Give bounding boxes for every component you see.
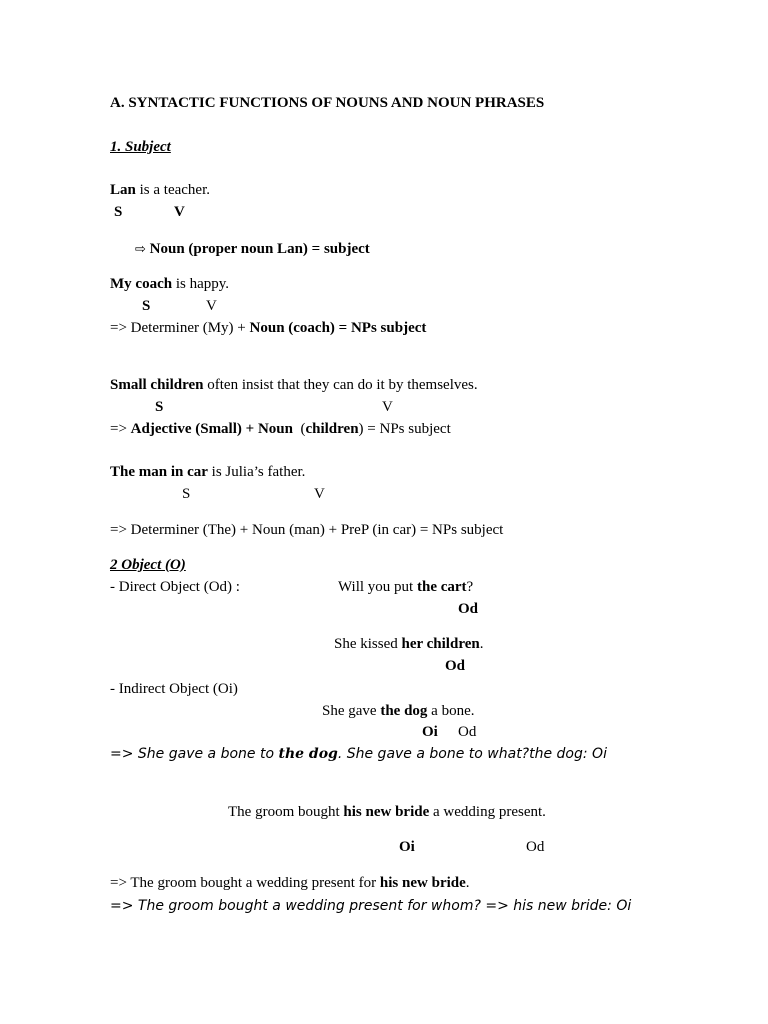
explanation-line: => The groom bought a wedding present for whom? => his new bride: Oi [110,898,632,914]
example-sentence [322,702,475,720]
conclusion-determiner: Determiner (My) + [130,320,250,336]
explanation-post: . She gave a bone to what?the dog: Oi [337,746,607,762]
example-sentence [228,803,546,821]
conclusion-children: children [305,421,359,437]
indirect-object-label: - Indirect Object (Oi) [110,681,238,697]
conclusion-post: . [465,875,470,891]
object-phrase: her children [401,636,480,652]
label-s: S [142,298,151,314]
sentence-pre: Will you put [338,579,417,595]
subject-phrase: Lan [110,182,136,198]
subject-phrase: Small children [110,377,204,393]
conclusion-gap: ( [292,421,306,437]
sentence-pre: She kissed [334,636,402,652]
sentence-rest: often insist that they can do it by themselves. [203,377,478,393]
sentence-post: . [479,636,484,652]
conclusion-adjective: Adjective (Small) + Noun [130,421,293,437]
explanation-pre: => She gave a bone to [110,746,279,762]
label-od: Od [458,601,479,617]
example-sentence [110,181,210,199]
sentence-rest: is happy. [172,276,230,292]
conclusion-end: ) = NPs subject [358,421,451,437]
object-phrase: his new bride [343,804,430,820]
example-sentence [110,275,229,293]
example-sentence [110,463,305,481]
example-sentence [334,635,483,653]
arrow-right-icon: ⇨ [135,242,146,257]
subject-phrase: My coach [110,276,173,292]
conclusion-noun: Noun (coach) = NPs subject [249,320,427,336]
direct-object-label: - Direct Object (Od) : [110,579,240,595]
conclusion-object: his new bride [379,875,466,891]
object-phrase: the cart [416,579,467,595]
label-od: Od [445,658,466,674]
sentence-pre: The groom bought [228,804,344,820]
label-od: Od [526,839,545,855]
label-v: V [206,298,217,314]
conclusion-text: Noun (proper noun Lan) = subject [145,241,370,257]
label-v: V [314,486,325,502]
example-sentence [338,578,473,596]
label-od: Od [458,724,477,740]
conclusion-line [110,420,451,438]
explanation-line [110,745,607,763]
object-phrase: the dog [380,703,428,719]
label-v: V [174,204,185,220]
conclusion-arrow: => [110,320,131,336]
conclusion-line [110,874,470,892]
conclusion-line [110,319,426,337]
label-v: V [382,399,393,415]
sentence-post: ? [466,579,474,595]
sentence-pre: She gave [322,703,381,719]
sentence-post: a wedding present. [429,804,546,820]
subject-phrase: The man in car [110,464,208,480]
sentence-rest: is Julia’s father. [207,464,306,480]
sentence-rest: is a teacher. [135,182,210,198]
conclusion-line: => Determiner (The) + Noun (man) + PreP (in car) = NPs subject [110,522,504,538]
label-s: S [155,399,164,415]
label-s: S [182,486,191,502]
label-oi: Oi [399,839,415,855]
section-heading-object: 2 Object (O) [110,557,186,573]
page-title: A. SYNTACTIC FUNCTIONS OF NOUNS AND NOUN PHRASES [110,95,545,111]
conclusion-arrow: => [110,421,131,437]
explanation-object: the dog [278,746,338,762]
conclusion-line [135,240,370,259]
example-sentence [110,376,478,394]
label-oi: Oi [422,724,438,740]
conclusion-pre: => The groom bought a wedding present for [110,875,380,891]
label-s: S [114,204,123,220]
section-heading-subject: 1. Subject [110,139,171,155]
sentence-post: a bone. [427,703,475,719]
